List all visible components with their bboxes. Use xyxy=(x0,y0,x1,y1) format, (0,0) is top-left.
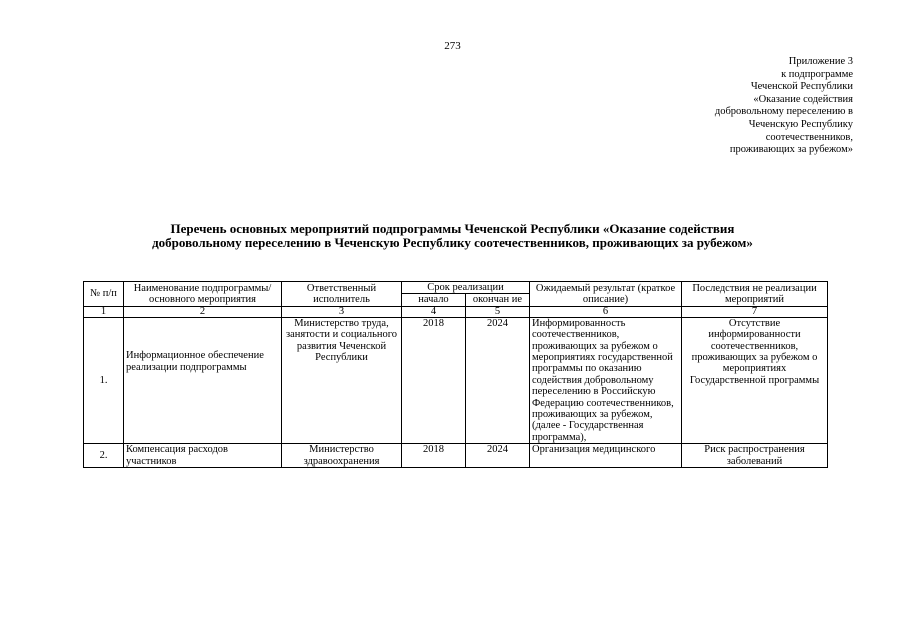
appendix-line: Приложение 3 xyxy=(788,56,853,67)
measure-consequences: Отсутствие информированности соотечественников, проживающих за рубежом о мероприятиях Государственной программы xyxy=(682,317,828,443)
header-row xyxy=(84,282,828,294)
measure-result: Организация медицинского xyxy=(530,444,682,468)
header-consequences: Последствия не реализации мероприятий xyxy=(682,282,828,307)
title-line: добровольному переселению в Чеченскую Республику соотечественников, проживающих за рубежом» xyxy=(152,235,753,250)
row-number: 2. xyxy=(84,444,124,468)
measure-executor: Министерство труда, занятости и социального развития Чеченской Республики xyxy=(282,317,402,443)
measure-result: Информированность соотечественников, проживающих за рубежом о мероприятиях государственной программы по оказанию содействия добровольному переселению в Российскую Федерацию соотечественников, проживающих за рубежом, (далее - Государственная программа), xyxy=(530,317,682,443)
column-index: 3 xyxy=(282,306,402,317)
table-row xyxy=(84,444,828,468)
appendix-line: Чеченской Республики xyxy=(750,81,853,93)
appendix-line: добровольному переселению в xyxy=(714,106,853,118)
measure-executor: Министерство здравоохранения xyxy=(282,444,402,468)
column-index: 2 xyxy=(124,306,282,317)
appendix-line: «Оказание содействия xyxy=(753,93,853,105)
appendix-line: проживающих за рубежом» xyxy=(729,144,853,156)
column-index: 7 xyxy=(682,306,828,317)
page-number: 273 xyxy=(444,40,461,52)
column-index: 5 xyxy=(466,306,530,317)
column-index-row xyxy=(84,306,828,317)
column-index: 6 xyxy=(530,306,682,317)
header-period: Срок реализации xyxy=(402,282,530,294)
measure-end: 2024 xyxy=(466,317,530,443)
appendix-line: Чеченскую Республику xyxy=(748,118,853,130)
measure-start: 2018 xyxy=(402,444,466,468)
header-start: начало xyxy=(402,294,466,306)
measure-name: Компенсация расходов участников xyxy=(124,444,282,468)
measures-table xyxy=(83,281,828,468)
header-result: Ожидаемый результат (краткое описание) xyxy=(530,282,682,307)
row-number: 1. xyxy=(84,317,124,443)
title-line: Перечень основных мероприятий подпрограммы Чеченской Республики «Оказание содействия xyxy=(170,221,735,236)
appendix-line: к подпрограмме xyxy=(781,68,853,80)
column-index: 1 xyxy=(84,306,124,317)
document-title xyxy=(60,222,845,250)
appendix-line: соотечественников, xyxy=(765,131,853,143)
measure-consequences: Риск распространения заболеваний xyxy=(682,444,828,468)
appendix-note xyxy=(613,56,853,157)
table-row xyxy=(84,317,828,443)
header-executor: Ответственный исполнитель xyxy=(282,282,402,307)
measure-name: Информационное обеспечение реализации подпрограммы xyxy=(124,317,282,443)
measure-end: 2024 xyxy=(466,444,530,468)
column-index: 4 xyxy=(402,306,466,317)
header-num: № п/п xyxy=(84,282,124,307)
measure-start: 2018 xyxy=(402,317,466,443)
header-name: Наименование подпрограммы/ основного мероприятия xyxy=(124,282,282,307)
header-end: окончан ие xyxy=(466,294,530,306)
